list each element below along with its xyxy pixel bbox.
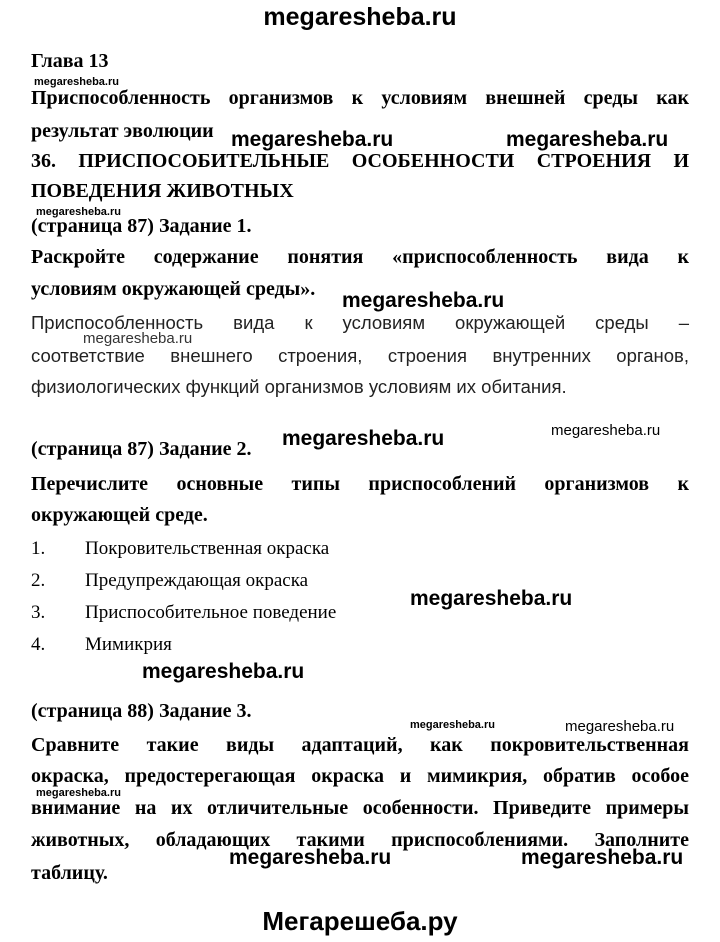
task1-answer-line2: соответствие внешнего строения, строения внутренних органов,: [31, 345, 689, 366]
watermark-text: megaresheba.ru: [83, 330, 193, 347]
task1-question-line1: Раскройте содержание понятия «приспособленность вида к: [31, 246, 689, 268]
task1-answer-line3: физиологических функций организмов условиям их обитания.: [31, 376, 567, 397]
watermark-text: megaresheba.ru: [282, 427, 445, 450]
task1-question-line2: условиям окружающей среды».: [31, 278, 316, 300]
task3-question-line4: животных, обладающих такими приспособлениями. Заполните: [31, 829, 689, 851]
watermark-text: megaresheba.ru: [229, 846, 392, 869]
chapter-title-line2: результат эволюции: [31, 120, 214, 142]
watermark-text: megaresheba.ru: [410, 719, 495, 731]
list-item: Приспособительное поведение: [85, 602, 337, 623]
list-item-number: 2.: [31, 570, 46, 591]
watermark-text: megaresheba.ru: [34, 76, 119, 88]
watermark-text: megaresheba.ru: [231, 128, 394, 151]
task1-ref: (страница 87) Задание 1.: [31, 215, 252, 237]
list-item: Предупреждающая окраска: [85, 570, 309, 591]
watermark-text: megaresheba.ru: [565, 718, 675, 735]
task2-question-line1: Перечислите основные типы приспособлений организмов к: [31, 473, 689, 495]
list-item-number: 3.: [31, 602, 46, 623]
task2-ref: (страница 87) Задание 2.: [31, 438, 252, 460]
task2-question-line2: окружающей среде.: [31, 504, 208, 526]
list-item: Мимикрия: [85, 634, 172, 655]
watermark-text: megaresheba.ru: [342, 289, 505, 312]
task3-question-line1: Сравните такие виды адаптаций, как покровительственная: [31, 734, 689, 756]
list-item-number: 1.: [31, 538, 46, 559]
chapter-title-line1: Приспособленность организмов к условиям внешней среды как: [31, 87, 689, 109]
section-title-line2: ПОВЕДЕНИЯ ЖИВОТНЫХ: [31, 180, 294, 202]
watermark-text: megaresheba.ru: [36, 787, 121, 799]
watermark-text: megaresheba.ru: [551, 422, 661, 439]
task1-answer-line1: Приспособленность вида к условиям окружающей среды –: [31, 312, 689, 333]
list-item: Покровительственная окраска: [85, 538, 330, 559]
site-header-watermark: megaresheba.ru: [263, 3, 457, 31]
watermark-text: megaresheba.ru: [506, 128, 669, 151]
task3-question-line2: окраска, предостерегающая окраска и мимикрия, обратив особое: [31, 765, 689, 787]
chapter-label: Глава 13: [31, 50, 109, 72]
task3-question-line5: таблицу.: [31, 862, 108, 884]
watermark-text: megaresheba.ru: [521, 846, 684, 869]
watermark-text: megaresheba.ru: [410, 587, 573, 610]
task3-question-line3: внимание на их отличительные особенности. Приведите примеры: [31, 797, 689, 819]
list-item-number: 4.: [31, 634, 46, 655]
section-title-line1: 36. ПРИСПОСОБИТЕЛЬНЫЕ ОСОБЕННОСТИ СТРОЕНИЯ И: [31, 150, 689, 172]
task3-ref: (страница 88) Задание 3.: [31, 700, 252, 722]
site-footer-watermark: Мегарешеба.ру: [262, 906, 458, 936]
watermark-text: megaresheba.ru: [142, 660, 305, 683]
watermark-text: megaresheba.ru: [36, 206, 121, 218]
